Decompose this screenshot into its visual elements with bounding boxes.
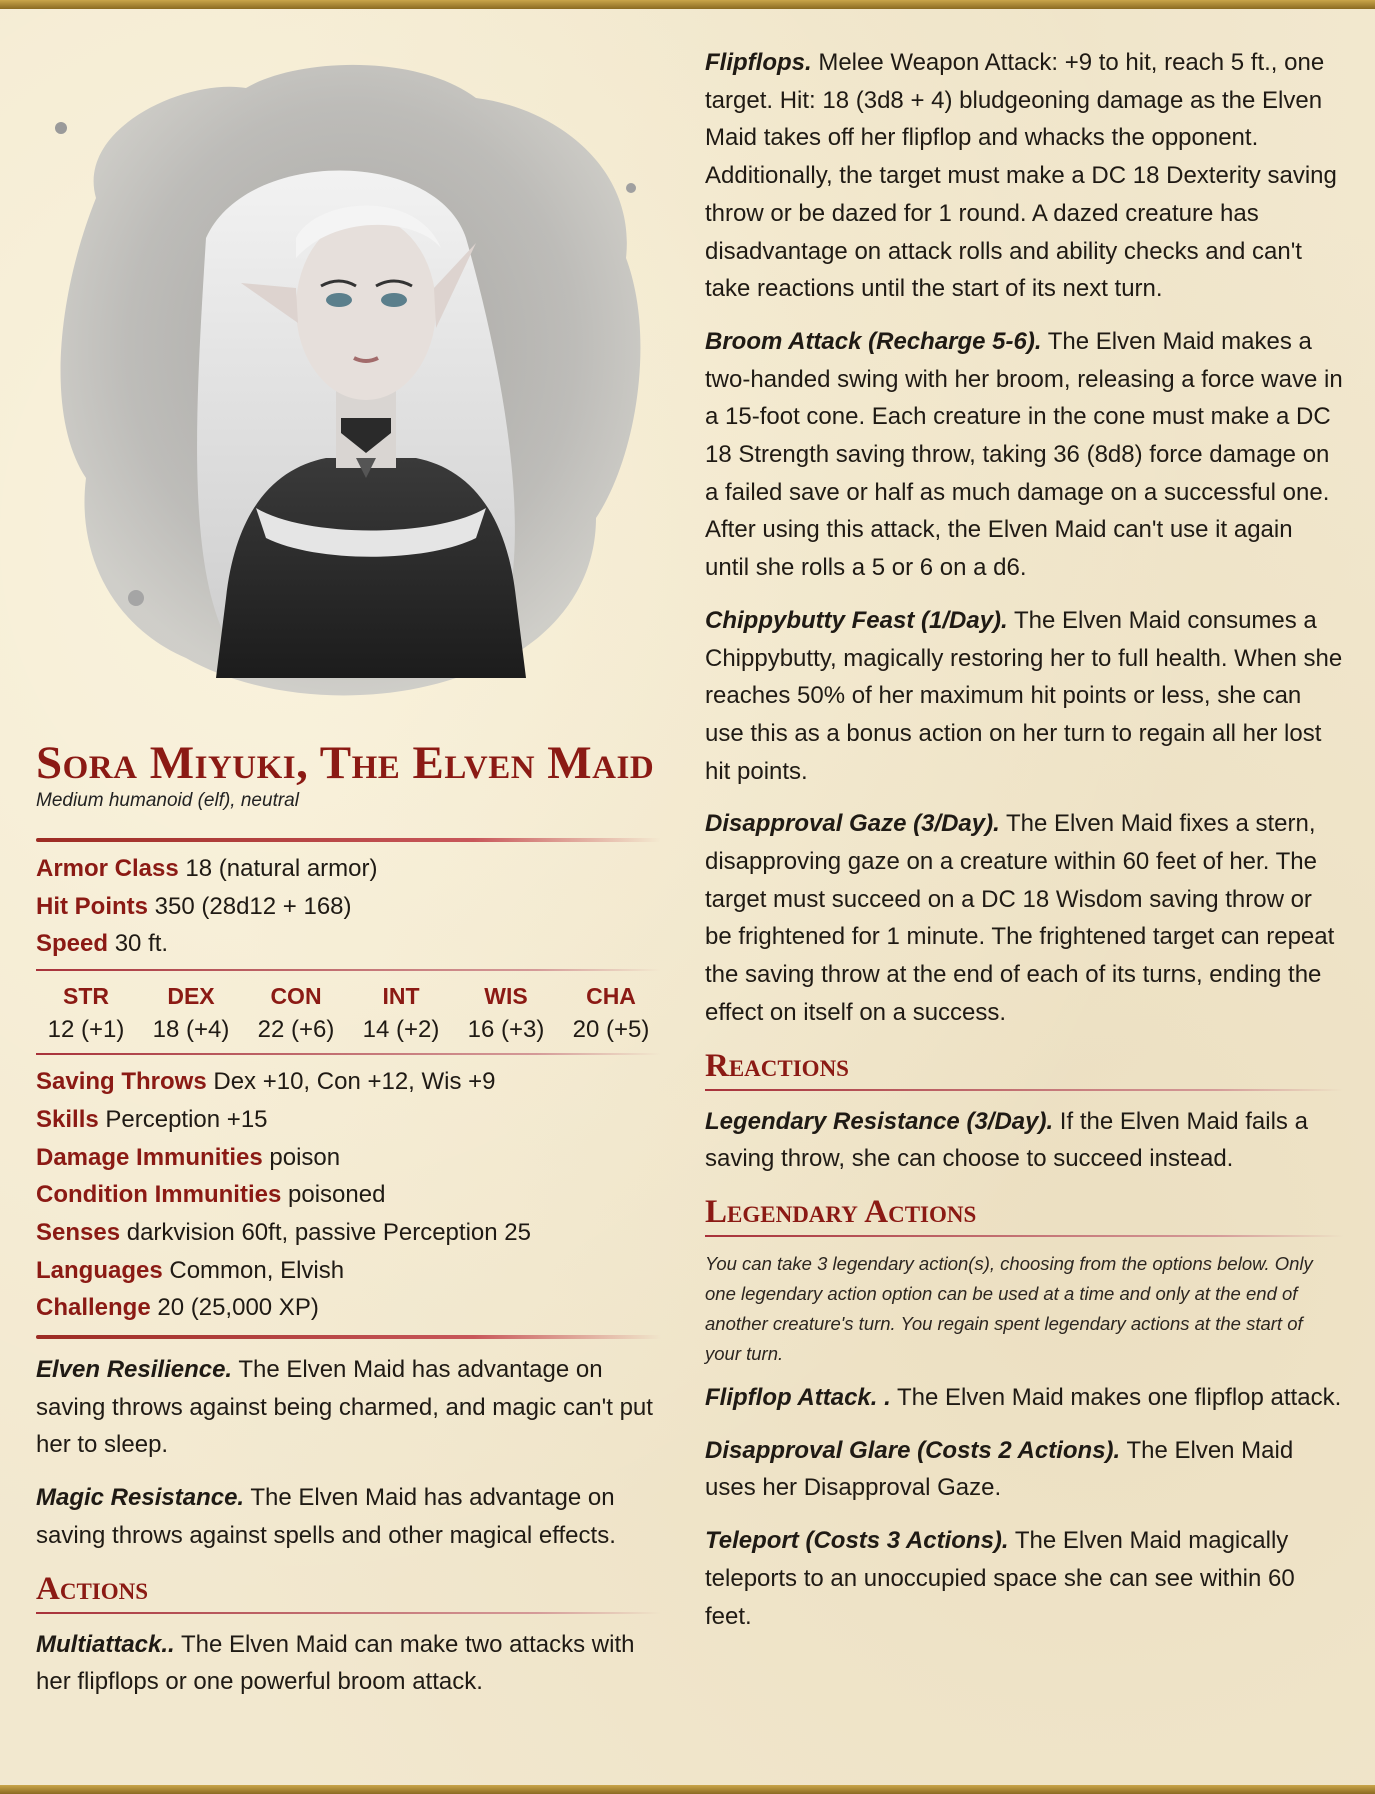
page-border-bottom: [0, 1785, 1375, 1794]
skills-row: Skills Perception +15: [36, 1105, 268, 1133]
right-column: [705, 44, 1343, 1650]
challenge-row: Challenge 20 (25,000 XP): [36, 1294, 319, 1322]
actions-heading: Actions: [36, 1570, 149, 1607]
elf-portrait-illustration: [36, 38, 666, 698]
legendary-actions-heading: Legendary Actions: [705, 1193, 977, 1230]
divider: [36, 838, 661, 842]
hit-points-row: Hit Points 350 (28d12 + 168): [36, 892, 352, 920]
trait-elven-resilience: Elven Resilience. The Elven Maid has advantage on saving throws against being charmed, and magic can't put her to sleep.: [36, 1356, 653, 1459]
action-multiattack: Multiattack.. The Elven Maid can make two attacks with her flipflops or one powerful broom attack.: [36, 1630, 635, 1696]
action-broom-attack: Broom Attack (Recharge 5-6). The Elven Maid makes a two-handed swing with her broom, releasing a force wave in a 15-foot cone. Each creature in the cone must make a DC 18 Strength saving throw, taking 36 (8d8) force damage on a failed save or half as much damage on a successful one. After using this attack, the Elven Maid can't use it again until she rolls a 5 or 6 on a d6.: [705, 327, 1343, 582]
divider: [36, 1053, 661, 1055]
action-disapproval-gaze: Disapproval Gaze (3/Day). The Elven Maid fixes a stern, disapproving gaze on a creature within 60 feet of her. The target must succeed on a DC 18 Wisdom saving throw or be frightened for 1 minute. The frightened target can repeat the saving throw at the end of each of its turns, ending the effect on itself on a success.: [705, 810, 1335, 1026]
divider: [36, 1612, 661, 1614]
action-chippybutty-feast: Chippybutty Feast (1/Day). The Elven Maid consumes a Chippybutty, magically restoring her to full health. When she reaches 50% of her maximum hit points or less, she can use this as a bonus action on her turn to regain all her lost hit points.: [705, 606, 1343, 785]
stat-block: [36, 838, 661, 1716]
action-flipflops: Flipflops. Melee Weapon Attack: +9 to hit, reach 5 ft., one target. Hit: 18 (3d8 + 4) bludgeoning damage as the Elven Maid takes off her flipflop and whacks the opponent. Additionally, the target must make a DC 18 Dexterity saving throw or be dazed for 1 round. A dazed creature has disadvantage on attack rolls and ability checks and can't take reactions until the start of its next turn.: [705, 49, 1337, 303]
damage-immunities-row: Damage Immunities poison: [36, 1143, 341, 1171]
left-column: [36, 0, 656, 1794]
ability-con: CON 22 (+6): [257, 983, 335, 1044]
saving-throws-row: Saving Throws Dex +10, Con +12, Wis +9: [36, 1068, 496, 1096]
languages-row: Languages Common, Elvish: [36, 1256, 345, 1284]
monster-name: Sora Miyuki, The Elven Maid: [36, 737, 655, 789]
condition-immunities-row: Condition Immunities poisoned: [36, 1181, 386, 1209]
divider: [705, 1089, 1343, 1091]
ability-cha: CHA 20 (+5): [572, 983, 650, 1044]
ability-str: STR 12 (+1): [47, 983, 125, 1044]
reaction-legendary-resistance: Legendary Resistance (3/Day). If the Elven Maid fails a saving throw, she can choose to succeed instead.: [705, 1107, 1308, 1173]
monster-meta: Medium humanoid (elf), neutral: [36, 790, 299, 811]
armor-class-row: Armor Class 18 (natural armor): [36, 855, 378, 882]
legendary-flipflop-attack: Flipflop Attack. . The Elven Maid makes one flipflop attack.: [705, 1383, 1342, 1411]
ability-scores: [36, 971, 661, 1053]
speed-row: Speed 30 ft.: [36, 930, 169, 958]
ability-int: INT 14 (+2): [362, 983, 440, 1044]
legendary-disapproval-glare: Disapproval Glare (Costs 2 Actions). The Elven Maid uses her Disapproval Gaze.: [705, 1436, 1294, 1502]
trait-magic-resistance: Magic Resistance. The Elven Maid has advantage on saving throws against spells and other magical effects.: [36, 1484, 616, 1549]
ability-dex: DEX 18 (+4): [152, 983, 230, 1044]
divider: [36, 1335, 661, 1339]
divider: [705, 1235, 1343, 1237]
ability-wis: WIS 16 (+3): [467, 983, 545, 1044]
senses-row: Senses darkvision 60ft, passive Perception 25: [36, 1218, 531, 1246]
legendary-actions-intro: You can take 3 legendary action(s), choosing from the options below. Only one legendary action option can be used at a time and only at the end of another creature's turn. You regain spent legendary actions at the start of your turn.: [705, 1252, 1313, 1364]
reactions-heading: Reactions: [705, 1047, 849, 1084]
legendary-teleport: Teleport (Costs 3 Actions). The Elven Maid magically teleports to an unoccupied space she can see within 60 feet.: [705, 1527, 1295, 1630]
